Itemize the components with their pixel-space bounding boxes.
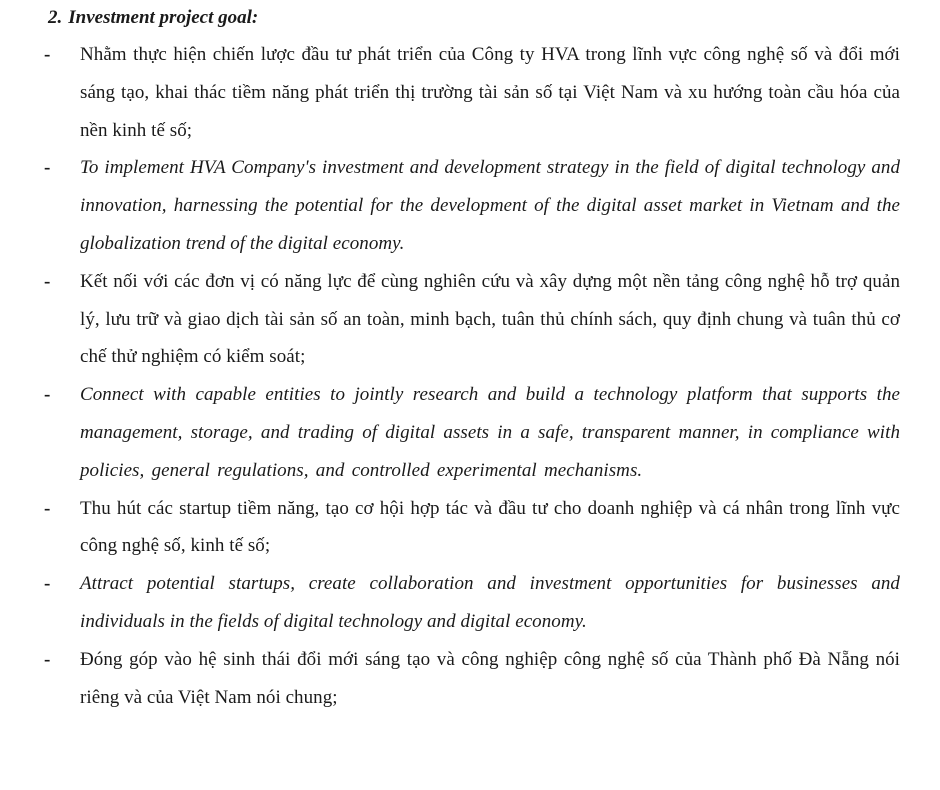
goal-text: Attract potential startups, create collaboration and investment opportunities for businesses and individuals in the fields of digital technology and digital economy. (80, 573, 900, 632)
goal-text: Kết nối với các đơn vị có năng lực để cùng nghiên cứu và xây dựng một nền tảng công nghệ hỗ trợ quản lý, lưu trữ và giao dịch tài sản số an toàn, minh bạch, tuân thủ chính sách, quy định chung và tuân thủ cơ chế thử nghiệm có kiểm soát; (80, 270, 900, 368)
section-title: Investment project goal: (68, 7, 259, 28)
bullet-dash: - (44, 648, 51, 670)
goal-list (0, 36, 940, 716)
goal-text: Nhằm thực hiện chiến lược đầu tư phát triển của Công ty HVA trong lĩnh vực công nghệ số và đổi mới sáng tạo, khai thác tiềm năng phát triển thị trường tài sản số tại Việt Nam và xu hướng toàn cầu hóa của nền kinh tế số; (80, 44, 900, 141)
bullet-dash: - (44, 44, 51, 65)
bullet-dash: - (44, 497, 51, 519)
section-heading (48, 4, 258, 32)
bullet-dash: - (44, 157, 51, 179)
goal-text: Đóng góp vào hệ sinh thái đổi mới sáng tạo và công nghiệp công nghệ số của Thành phố Đà Nẵng nói riêng và của Việt Nam nói chung; (80, 648, 900, 708)
goal-item-vi-1 (0, 36, 940, 149)
goal-item-en-1 (0, 149, 940, 262)
goal-text: To implement HVA Company's investment and development strategy in the field of digital technology and innovation, harnessing the potential for the development of the digital asset market in Vietnam and the globalization trend of the digital economy. (80, 157, 900, 254)
goal-item-vi-2 (0, 263, 940, 376)
bullet-dash: - (44, 573, 51, 595)
goal-text: Connect with capable entities to jointly research and build a technology platform that supports the management, storage, and trading of digital assets in a safe, transparent manner, in compliance with policies, general regulations, and controlled experimental mechanisms. (80, 384, 900, 481)
goal-item-vi-3 (0, 490, 940, 566)
goal-item-en-2 (0, 376, 940, 489)
bullet-dash: - (44, 384, 51, 406)
goal-item-en-3 (0, 565, 940, 641)
section-number: 2. (48, 7, 63, 28)
goal-item-vi-4 (0, 641, 940, 717)
bullet-dash: - (44, 270, 51, 292)
goal-text: Thu hút các startup tiềm năng, tạo cơ hội hợp tác và đầu tư cho doanh nghiệp và cá nhân trong lĩnh vực công nghệ số, kinh tế số; (80, 497, 900, 557)
